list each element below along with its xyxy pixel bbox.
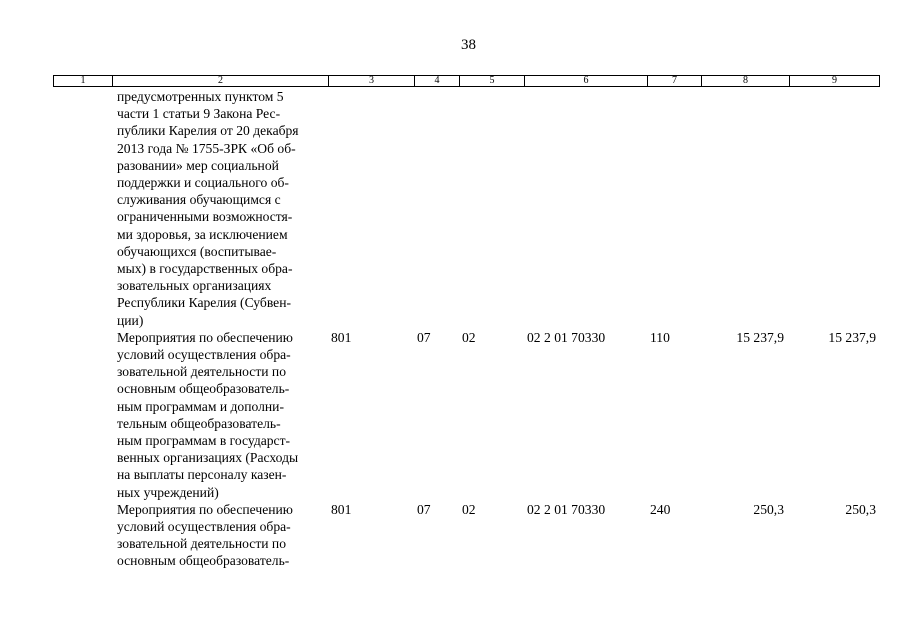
column-number: 4 <box>415 76 460 87</box>
column-number: 7 <box>648 76 702 87</box>
row-description: Мероприятия по обеспечению условий осуществления обра- зовательной деятельности по основным общеобразователь- ным программам и дополни- тельным общеобразователь- ным программам в государст- венных организациях (Расходы на выплаты персоналу казен- ных учреждений) <box>117 329 299 500</box>
amount-col-8: 250,3 <box>753 501 784 517</box>
column-number: 9 <box>790 76 880 87</box>
amount-col-9: 15 237,9 <box>828 329 876 345</box>
table-row <box>0 329 905 501</box>
column-number: 5 <box>460 76 525 87</box>
ministry-code: 801 <box>331 501 352 517</box>
subsection-code: 02 <box>462 329 476 345</box>
column-number-header <box>53 75 880 87</box>
ministry-code: 801 <box>331 329 352 345</box>
row-description: предусмотренных пунктом 5 части 1 статьи 9 Закона Рес- публики Карелия от 20 декабря 2013 года № 1755-ЗРК «Об об- разовании» мер социальной поддержки и социального об- служивания обучающимся с ограниченными возможностя- ми здоровья, за исключением обучающихся (воспитывае- мых) в государственных обра- зовательных организациях Республики Карелия (Субвен- ции) <box>117 89 299 328</box>
target-article-code: 02 2 01 70330 <box>527 329 606 345</box>
row-description: Мероприятия по обеспечению условий осуществления обра- зовательной деятельности по основным общеобразователь- <box>117 501 293 569</box>
column-number: 2 <box>113 76 329 87</box>
amount-col-9: 250,3 <box>845 501 876 517</box>
column-number: 8 <box>702 76 790 87</box>
amount-col-8: 15 237,9 <box>736 329 784 345</box>
column-number: 6 <box>525 76 648 87</box>
table-row <box>0 501 905 570</box>
target-article-code: 02 2 01 70330 <box>527 501 606 517</box>
table-body <box>0 88 905 570</box>
section-code: 07 <box>417 501 431 517</box>
table-row <box>0 88 905 329</box>
column-number: 1 <box>54 76 113 87</box>
expense-type-code: 240 <box>650 501 671 517</box>
expense-type-code: 110 <box>650 329 670 345</box>
subsection-code: 02 <box>462 501 476 517</box>
column-number: 3 <box>329 76 415 87</box>
section-code: 07 <box>417 329 431 345</box>
page-number: 38 <box>461 37 476 53</box>
